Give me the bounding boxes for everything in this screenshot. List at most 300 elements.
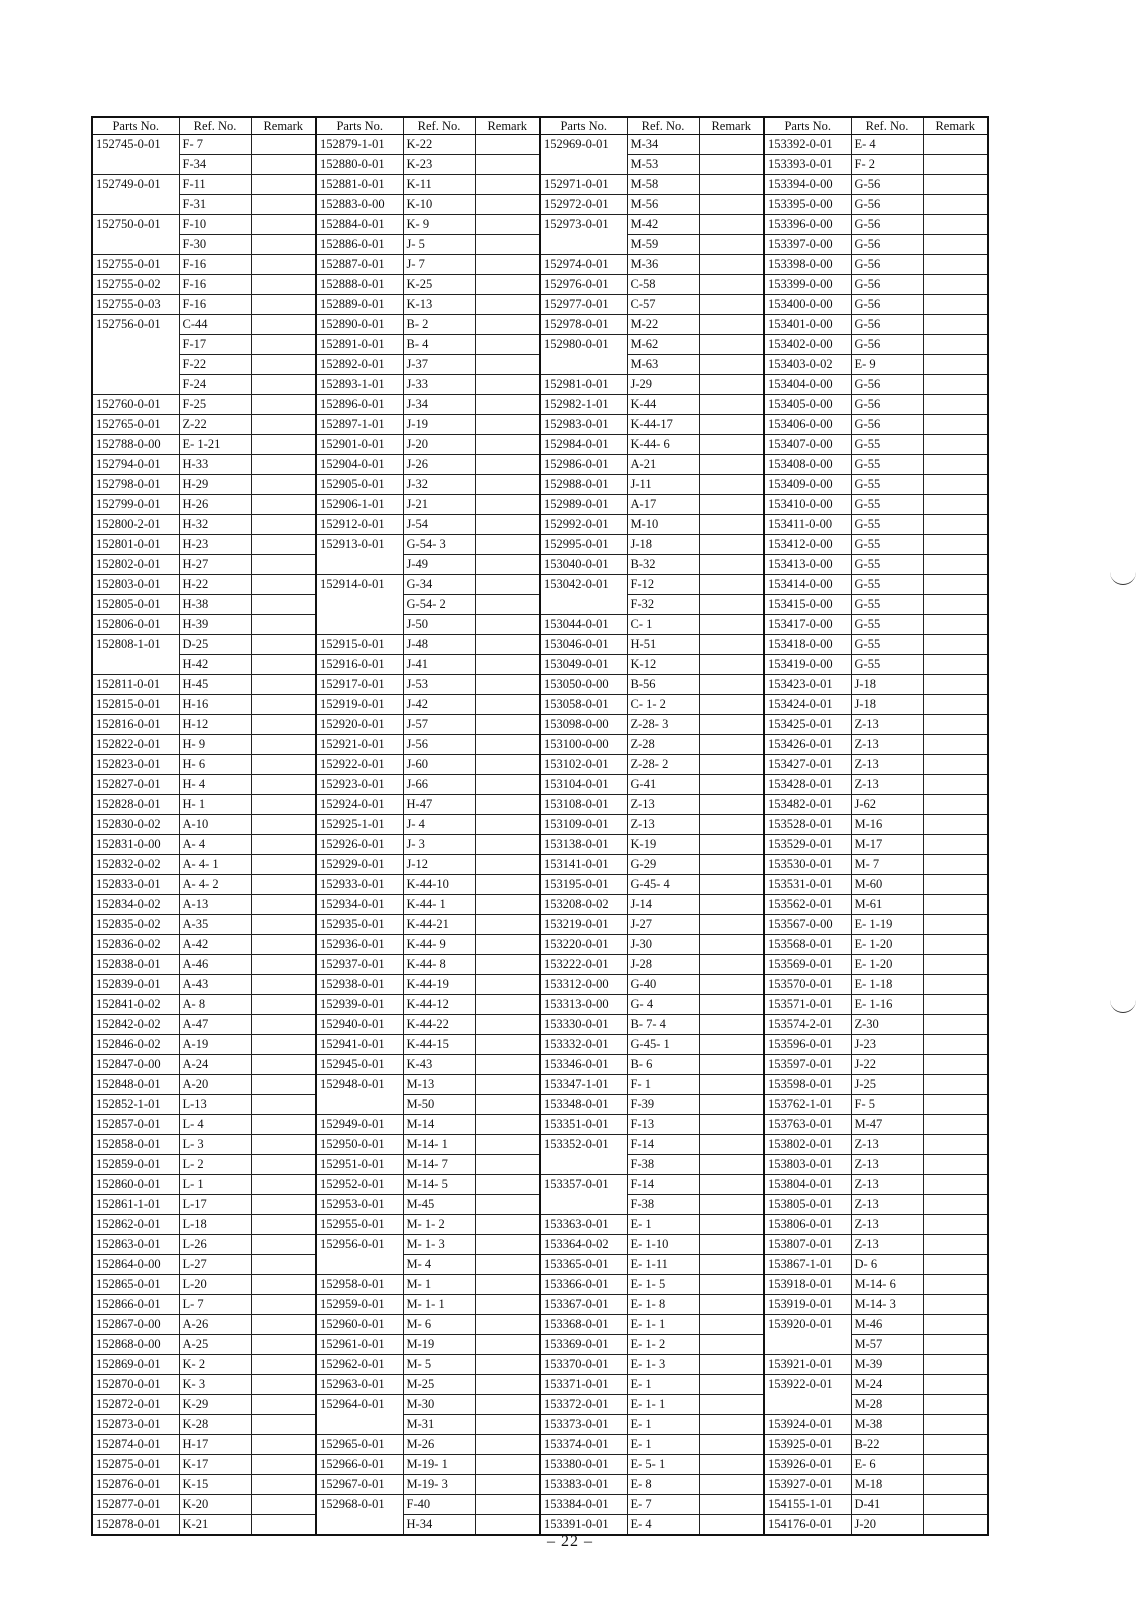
remark-cell bbox=[699, 575, 764, 595]
table-row bbox=[92, 995, 988, 1015]
parts-no-cell: 152836-0-02 bbox=[92, 935, 179, 955]
remark-cell bbox=[251, 715, 316, 735]
parts-no-cell: 152800-2-01 bbox=[92, 515, 179, 535]
ref-no-cell: A- 4- 2 bbox=[179, 875, 251, 895]
remark-cell bbox=[251, 655, 316, 675]
remark-cell bbox=[923, 1015, 988, 1035]
remark-cell bbox=[699, 875, 764, 895]
remark-cell bbox=[699, 1015, 764, 1035]
parts-no-cell: 152937-0-01 bbox=[316, 955, 403, 975]
parts-no-cell: 153365-0-01 bbox=[540, 1255, 627, 1275]
ref-no-cell: H-38 bbox=[179, 595, 251, 615]
remark-cell bbox=[923, 1175, 988, 1195]
ref-no-cell: Z-30 bbox=[851, 1015, 923, 1035]
ref-no-cell: H-22 bbox=[179, 575, 251, 595]
parts-no-cell: 152963-0-01 bbox=[316, 1375, 403, 1395]
remark-cell bbox=[251, 1295, 316, 1315]
table-row bbox=[92, 175, 988, 195]
remark-cell bbox=[923, 1115, 988, 1135]
ref-no-cell: A-46 bbox=[179, 955, 251, 975]
remark-cell bbox=[475, 435, 540, 455]
ref-no-cell: H-29 bbox=[179, 475, 251, 495]
remark-cell bbox=[251, 775, 316, 795]
ref-no-cell: E- 1- 2 bbox=[627, 1335, 699, 1355]
ref-no-cell: J-54 bbox=[403, 515, 475, 535]
ref-no-cell: H-51 bbox=[627, 635, 699, 655]
remark-cell bbox=[251, 315, 316, 335]
parts-no-cell: 152862-0-01 bbox=[92, 1215, 179, 1235]
ref-no-cell: M-34 bbox=[627, 135, 699, 155]
remark-cell bbox=[923, 875, 988, 895]
parts-no-cell: 152876-0-01 bbox=[92, 1475, 179, 1495]
ref-no-cell: J- 5 bbox=[403, 235, 475, 255]
margin-mark bbox=[1110, 568, 1136, 585]
parts-no-cell: 153412-0-00 bbox=[764, 535, 851, 555]
parts-no-cell: 153807-0-01 bbox=[764, 1235, 851, 1255]
parts-no-cell: 153571-0-01 bbox=[764, 995, 851, 1015]
ref-no-cell: A-47 bbox=[179, 1015, 251, 1035]
remark-cell bbox=[475, 875, 540, 895]
remark-cell bbox=[923, 915, 988, 935]
ref-no-cell: L- 4 bbox=[179, 1115, 251, 1135]
remark-cell bbox=[923, 895, 988, 915]
parts-no-cell: 152982-1-01 bbox=[540, 395, 627, 415]
parts-no-cell: 152858-0-01 bbox=[92, 1135, 179, 1155]
ref-no-cell: J-22 bbox=[851, 1055, 923, 1075]
table-row bbox=[92, 1435, 988, 1455]
parts-no-cell: 152919-0-01 bbox=[316, 695, 403, 715]
ref-no-cell: K-44 bbox=[627, 395, 699, 415]
ref-no-cell: Z-13 bbox=[851, 1195, 923, 1215]
remark-cell bbox=[699, 1295, 764, 1315]
remark-cell bbox=[923, 675, 988, 695]
ref-no-cell: L- 7 bbox=[179, 1295, 251, 1315]
remark-cell bbox=[251, 1195, 316, 1215]
remark-cell bbox=[475, 615, 540, 635]
remark-cell bbox=[475, 1115, 540, 1135]
remark-cell bbox=[475, 1195, 540, 1215]
ref-no-cell: E- 1-11 bbox=[627, 1255, 699, 1275]
parts-no-cell: 153529-0-01 bbox=[764, 835, 851, 855]
header-remark: Remark bbox=[251, 117, 316, 135]
ref-no-cell: M-19 bbox=[403, 1335, 475, 1355]
parts-no-cell: 153427-0-01 bbox=[764, 755, 851, 775]
ref-no-cell: D-25 bbox=[179, 635, 251, 655]
ref-no-cell: M- 6 bbox=[403, 1315, 475, 1335]
remark-cell bbox=[923, 1355, 988, 1375]
table-row bbox=[92, 1195, 988, 1215]
remark-cell bbox=[699, 135, 764, 155]
remark-cell bbox=[923, 855, 988, 875]
remark-cell bbox=[699, 315, 764, 335]
remark-cell bbox=[251, 515, 316, 535]
parts-no-cell bbox=[540, 155, 627, 175]
ref-no-cell: E- 1- 1 bbox=[627, 1315, 699, 1335]
remark-cell bbox=[923, 935, 988, 955]
parts-no-cell: 152973-0-01 bbox=[540, 215, 627, 235]
remark-cell bbox=[251, 855, 316, 875]
ref-no-cell: Z-13 bbox=[627, 795, 699, 815]
ref-no-cell: K-44-10 bbox=[403, 875, 475, 895]
ref-no-cell: G- 4 bbox=[627, 995, 699, 1015]
table-row bbox=[92, 435, 988, 455]
remark-cell bbox=[923, 1235, 988, 1255]
table-row bbox=[92, 755, 988, 775]
parts-no-cell: 152833-0-01 bbox=[92, 875, 179, 895]
parts-no-cell: 153395-0-00 bbox=[764, 195, 851, 215]
ref-no-cell: E- 1 bbox=[627, 1215, 699, 1235]
remark-cell bbox=[475, 1515, 540, 1536]
ref-no-cell: M-16 bbox=[851, 815, 923, 835]
parts-no-cell: 152803-0-01 bbox=[92, 575, 179, 595]
ref-no-cell: Z-28 bbox=[627, 735, 699, 755]
parts-no-cell: 153424-0-01 bbox=[764, 695, 851, 715]
ref-no-cell: F-22 bbox=[179, 355, 251, 375]
table-row bbox=[92, 255, 988, 275]
parts-no-cell bbox=[540, 1155, 627, 1175]
remark-cell bbox=[923, 735, 988, 755]
parts-no-cell: 152756-0-01 bbox=[92, 315, 179, 335]
ref-no-cell: K-44-21 bbox=[403, 915, 475, 935]
parts-no-cell: 153399-0-00 bbox=[764, 275, 851, 295]
remark-cell bbox=[699, 335, 764, 355]
parts-no-cell: 153403-0-02 bbox=[764, 355, 851, 375]
parts-no-cell: 153925-0-01 bbox=[764, 1435, 851, 1455]
parts-no-cell: 153409-0-00 bbox=[764, 475, 851, 495]
remark-cell bbox=[251, 815, 316, 835]
parts-no-cell bbox=[316, 1515, 403, 1536]
ref-no-cell: E- 4 bbox=[627, 1515, 699, 1536]
parts-no-cell bbox=[316, 1255, 403, 1275]
ref-no-cell: H-32 bbox=[179, 515, 251, 535]
ref-no-cell: E- 1-10 bbox=[627, 1235, 699, 1255]
ref-no-cell: K-19 bbox=[627, 835, 699, 855]
parts-no-cell: 153920-0-01 bbox=[764, 1315, 851, 1335]
table-row bbox=[92, 835, 988, 855]
remark-cell bbox=[923, 1335, 988, 1355]
ref-no-cell: M-10 bbox=[627, 515, 699, 535]
parts-no-cell: 153104-0-01 bbox=[540, 775, 627, 795]
parts-no-cell: 153049-0-01 bbox=[540, 655, 627, 675]
parts-no-cell: 153562-0-01 bbox=[764, 895, 851, 915]
ref-no-cell: B-56 bbox=[627, 675, 699, 695]
remark-cell bbox=[699, 855, 764, 875]
table-row bbox=[92, 1515, 988, 1536]
remark-cell bbox=[699, 1395, 764, 1415]
ref-no-cell: G-56 bbox=[851, 215, 923, 235]
table-row bbox=[92, 895, 988, 915]
header-ref-no: Ref. No. bbox=[851, 117, 923, 135]
ref-no-cell: M-39 bbox=[851, 1355, 923, 1375]
table-row bbox=[92, 1375, 988, 1395]
remark-cell bbox=[699, 675, 764, 695]
remark-cell bbox=[475, 1075, 540, 1095]
remark-cell bbox=[251, 1435, 316, 1455]
ref-no-cell: K-10 bbox=[403, 195, 475, 215]
remark-cell bbox=[475, 335, 540, 355]
ref-no-cell: G-56 bbox=[851, 255, 923, 275]
remark-cell bbox=[251, 1235, 316, 1255]
parts-no-cell: 153924-0-01 bbox=[764, 1415, 851, 1435]
table-row bbox=[92, 1015, 988, 1035]
ref-no-cell: L-27 bbox=[179, 1255, 251, 1275]
remark-cell bbox=[251, 1375, 316, 1395]
parts-no-cell: 153396-0-00 bbox=[764, 215, 851, 235]
ref-no-cell: G-56 bbox=[851, 195, 923, 215]
remark-cell bbox=[475, 375, 540, 395]
ref-no-cell: A- 4 bbox=[179, 835, 251, 855]
remark-cell bbox=[475, 1135, 540, 1155]
parts-no-cell: 152822-0-01 bbox=[92, 735, 179, 755]
remark-cell bbox=[699, 635, 764, 655]
remark-cell bbox=[251, 1475, 316, 1495]
remark-cell bbox=[923, 1135, 988, 1155]
remark-cell bbox=[475, 1035, 540, 1055]
table-row bbox=[92, 1215, 988, 1235]
parts-no-cell: 152880-0-01 bbox=[316, 155, 403, 175]
remark-cell bbox=[475, 455, 540, 475]
parts-no-cell: 153570-0-01 bbox=[764, 975, 851, 995]
parts-no-cell: 152962-0-01 bbox=[316, 1355, 403, 1375]
parts-no-cell: 153368-0-01 bbox=[540, 1315, 627, 1335]
parts-no-cell: 152906-1-01 bbox=[316, 495, 403, 515]
remark-cell bbox=[251, 1355, 316, 1375]
ref-no-cell: F-14 bbox=[627, 1175, 699, 1195]
ref-no-cell: J-30 bbox=[627, 935, 699, 955]
remark-cell bbox=[923, 235, 988, 255]
remark-cell bbox=[251, 475, 316, 495]
ref-no-cell: J-18 bbox=[851, 695, 923, 715]
parts-no-cell: 152925-1-01 bbox=[316, 815, 403, 835]
remark-cell bbox=[251, 675, 316, 695]
parts-no-cell: 152861-1-01 bbox=[92, 1195, 179, 1215]
ref-no-cell: G-41 bbox=[627, 775, 699, 795]
ref-no-cell: M-25 bbox=[403, 1375, 475, 1395]
table-row bbox=[92, 575, 988, 595]
remark-cell bbox=[251, 1055, 316, 1075]
remark-cell bbox=[475, 1355, 540, 1375]
parts-no-cell: 153138-0-01 bbox=[540, 835, 627, 855]
ref-no-cell: A-42 bbox=[179, 935, 251, 955]
ref-no-cell: H- 6 bbox=[179, 755, 251, 775]
remark-cell bbox=[251, 1255, 316, 1275]
table-row bbox=[92, 335, 988, 355]
ref-no-cell: M-42 bbox=[627, 215, 699, 235]
table-row bbox=[92, 1155, 988, 1175]
ref-no-cell: F-38 bbox=[627, 1155, 699, 1175]
ref-no-cell: L- 3 bbox=[179, 1135, 251, 1155]
parts-no-cell: 152799-0-01 bbox=[92, 495, 179, 515]
ref-no-cell: E- 1- 8 bbox=[627, 1295, 699, 1315]
remark-cell bbox=[699, 695, 764, 715]
ref-no-cell: G-56 bbox=[851, 375, 923, 395]
remark-cell bbox=[475, 255, 540, 275]
remark-cell bbox=[475, 495, 540, 515]
remark-cell bbox=[475, 855, 540, 875]
parts-no-cell: 153805-0-01 bbox=[764, 1195, 851, 1215]
remark-cell bbox=[699, 1175, 764, 1195]
parts-no-cell: 152891-0-01 bbox=[316, 335, 403, 355]
remark-cell bbox=[923, 655, 988, 675]
parts-no-cell: 152872-0-01 bbox=[92, 1395, 179, 1415]
remark-cell bbox=[475, 415, 540, 435]
ref-no-cell: M-63 bbox=[627, 355, 699, 375]
ref-no-cell: K- 2 bbox=[179, 1355, 251, 1375]
remark-cell bbox=[923, 1315, 988, 1335]
table-row bbox=[92, 1175, 988, 1195]
remark-cell bbox=[475, 835, 540, 855]
table-row bbox=[92, 535, 988, 555]
parts-no-cell: 153407-0-00 bbox=[764, 435, 851, 455]
header-remark: Remark bbox=[923, 117, 988, 135]
ref-no-cell: J-41 bbox=[403, 655, 475, 675]
remark-cell bbox=[251, 1335, 316, 1355]
ref-no-cell: F-16 bbox=[179, 275, 251, 295]
ref-no-cell: D- 6 bbox=[851, 1255, 923, 1275]
ref-no-cell: G-56 bbox=[851, 395, 923, 415]
remark-cell bbox=[699, 215, 764, 235]
remark-cell bbox=[699, 1075, 764, 1095]
ref-no-cell: G-55 bbox=[851, 455, 923, 475]
parts-no-cell: 152873-0-01 bbox=[92, 1415, 179, 1435]
ref-no-cell: C- 1- 2 bbox=[627, 695, 699, 715]
parts-no-cell: 152940-0-01 bbox=[316, 1015, 403, 1035]
ref-no-cell: J-49 bbox=[403, 555, 475, 575]
parts-no-cell: 153919-0-01 bbox=[764, 1295, 851, 1315]
ref-no-cell: J-12 bbox=[403, 855, 475, 875]
ref-no-cell: F-39 bbox=[627, 1095, 699, 1115]
remark-cell bbox=[699, 1335, 764, 1355]
parts-no-cell: 152890-0-01 bbox=[316, 315, 403, 335]
remark-cell bbox=[475, 195, 540, 215]
parts-no-cell: 152905-0-01 bbox=[316, 475, 403, 495]
remark-cell bbox=[923, 1275, 988, 1295]
ref-no-cell: G-40 bbox=[627, 975, 699, 995]
ref-no-cell: E- 1-19 bbox=[851, 915, 923, 935]
ref-no-cell: M- 1 bbox=[403, 1275, 475, 1295]
remark-cell bbox=[475, 1215, 540, 1235]
parts-no-cell: 152832-0-02 bbox=[92, 855, 179, 875]
margin-mark bbox=[1110, 996, 1136, 1013]
remark-cell bbox=[699, 1475, 764, 1495]
ref-no-cell: A-21 bbox=[627, 455, 699, 475]
parts-no-cell: 153346-0-01 bbox=[540, 1055, 627, 1075]
parts-no-cell: 153918-0-01 bbox=[764, 1275, 851, 1295]
parts-no-cell: 153392-0-01 bbox=[764, 135, 851, 155]
ref-no-cell: M-18 bbox=[851, 1475, 923, 1495]
parts-no-cell: 152958-0-01 bbox=[316, 1275, 403, 1295]
remark-cell bbox=[475, 915, 540, 935]
remark-cell bbox=[475, 1095, 540, 1115]
parts-no-cell: 152857-0-01 bbox=[92, 1115, 179, 1135]
ref-no-cell: H-33 bbox=[179, 455, 251, 475]
ref-no-cell: M-58 bbox=[627, 175, 699, 195]
ref-no-cell: K- 9 bbox=[403, 215, 475, 235]
remark-cell bbox=[923, 1515, 988, 1536]
parts-no-cell: 152936-0-01 bbox=[316, 935, 403, 955]
remark-cell bbox=[699, 1135, 764, 1155]
table-row bbox=[92, 735, 988, 755]
ref-no-cell: H-23 bbox=[179, 535, 251, 555]
remark-cell bbox=[699, 1375, 764, 1395]
ref-no-cell: J-32 bbox=[403, 475, 475, 495]
parts-no-cell: 152961-0-01 bbox=[316, 1335, 403, 1355]
ref-no-cell: M-13 bbox=[403, 1075, 475, 1095]
ref-no-cell: G-54- 2 bbox=[403, 595, 475, 615]
parts-no-cell: 152915-0-01 bbox=[316, 635, 403, 655]
remark-cell bbox=[251, 995, 316, 1015]
remark-cell bbox=[475, 295, 540, 315]
ref-no-cell: K-44-12 bbox=[403, 995, 475, 1015]
ref-no-cell: H- 4 bbox=[179, 775, 251, 795]
parts-no-cell: 152974-0-01 bbox=[540, 255, 627, 275]
parts-no-cell: 153380-0-01 bbox=[540, 1455, 627, 1475]
parts-no-cell: 153926-0-01 bbox=[764, 1455, 851, 1475]
ref-no-cell: M-24 bbox=[851, 1375, 923, 1395]
parts-no-cell: 153763-0-01 bbox=[764, 1115, 851, 1135]
parts-no-cell: 152912-0-01 bbox=[316, 515, 403, 535]
ref-no-cell: K-12 bbox=[627, 655, 699, 675]
parts-no-cell: 153574-2-01 bbox=[764, 1015, 851, 1035]
remark-cell bbox=[699, 515, 764, 535]
remark-cell bbox=[699, 1315, 764, 1335]
parts-no-cell: 153352-0-01 bbox=[540, 1135, 627, 1155]
parts-no-cell: 152980-0-01 bbox=[540, 335, 627, 355]
parts-no-cell: 153351-0-01 bbox=[540, 1115, 627, 1135]
parts-no-cell: 153364-0-02 bbox=[540, 1235, 627, 1255]
ref-no-cell: G-56 bbox=[851, 315, 923, 335]
parts-no-cell: 153927-0-01 bbox=[764, 1475, 851, 1495]
ref-no-cell: J- 7 bbox=[403, 255, 475, 275]
parts-no-cell: 152914-0-01 bbox=[316, 575, 403, 595]
ref-no-cell: J-25 bbox=[851, 1075, 923, 1095]
remark-cell bbox=[475, 675, 540, 695]
parts-no-cell: 152808-1-01 bbox=[92, 635, 179, 655]
remark-cell bbox=[923, 1295, 988, 1315]
ref-no-cell: J-28 bbox=[627, 955, 699, 975]
remark-cell bbox=[699, 1215, 764, 1235]
ref-no-cell: F- 7 bbox=[179, 135, 251, 155]
remark-cell bbox=[475, 1055, 540, 1075]
remark-cell bbox=[251, 1515, 316, 1536]
table-row bbox=[92, 655, 988, 675]
remark-cell bbox=[699, 755, 764, 775]
parts-no-cell: 152887-0-01 bbox=[316, 255, 403, 275]
parts-no-cell: 153313-0-00 bbox=[540, 995, 627, 1015]
table-row bbox=[92, 1275, 988, 1295]
table-row bbox=[92, 1475, 988, 1495]
ref-no-cell: M-14- 3 bbox=[851, 1295, 923, 1315]
ref-no-cell: J-37 bbox=[403, 355, 475, 375]
remark-cell bbox=[699, 1235, 764, 1255]
parts-no-cell: 152806-0-01 bbox=[92, 615, 179, 635]
ref-no-cell: G-55 bbox=[851, 575, 923, 595]
ref-no-cell: J-50 bbox=[403, 615, 475, 635]
ref-no-cell: J- 4 bbox=[403, 815, 475, 835]
remark-cell bbox=[699, 255, 764, 275]
parts-no-cell: 152868-0-00 bbox=[92, 1335, 179, 1355]
parts-no-cell: 152893-1-01 bbox=[316, 375, 403, 395]
parts-no-cell: 153367-0-01 bbox=[540, 1295, 627, 1315]
table-row bbox=[92, 495, 988, 515]
ref-no-cell: A-43 bbox=[179, 975, 251, 995]
remark-cell bbox=[475, 695, 540, 715]
parts-no-cell: 152984-0-01 bbox=[540, 435, 627, 455]
remark-cell bbox=[699, 895, 764, 915]
ref-no-cell: Z-13 bbox=[851, 735, 923, 755]
ref-no-cell: H-17 bbox=[179, 1435, 251, 1455]
ref-no-cell: E- 9 bbox=[851, 355, 923, 375]
